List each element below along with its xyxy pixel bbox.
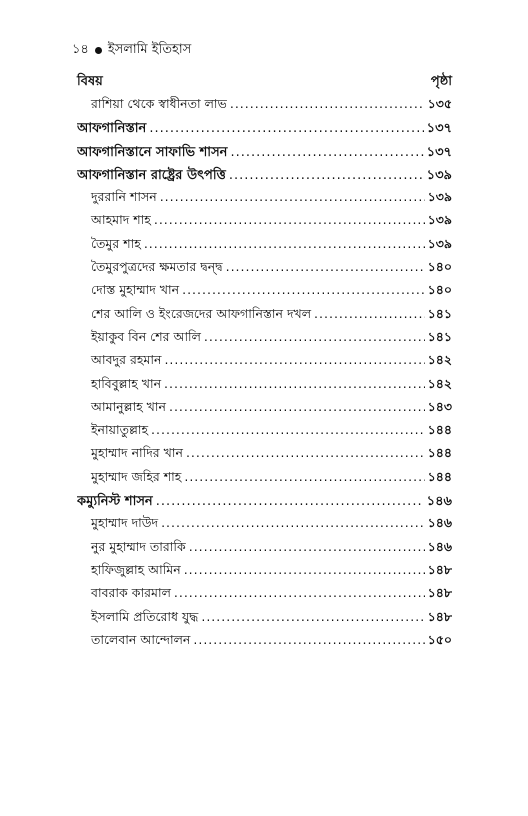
toc-entry-title: রাশিয়া থেকে স্বাধীনতা লাভ: [91, 96, 227, 111]
toc-column-headers: [77, 72, 452, 93]
toc-entry: [77, 236, 452, 259]
toc-entry-title: তালেবান আন্দোলন: [91, 631, 191, 647]
toc-entry-page: ১৩৯: [427, 189, 452, 205]
toc-entry-page: ১৪৪: [427, 468, 452, 484]
dot-leader: [149, 121, 423, 136]
toc-entry-title: মুহাম্মাদ জহির শাহ: [91, 468, 182, 484]
dot-leader: [184, 562, 425, 577]
dot-leader: [164, 352, 424, 367]
toc-entry-title: মুহাম্মাদ নাদির খান: [91, 445, 183, 461]
toc-entry-page: ১৪৩: [427, 398, 452, 414]
running-header: [72, 40, 191, 61]
toc-entry-page: ১৪৬: [426, 494, 452, 510]
dot-leader: [154, 212, 425, 227]
toc-entry-page: ১৪২: [427, 352, 452, 368]
toc-entry-title: মুহাম্মাদ দাউদ: [91, 515, 159, 531]
toc-entry: [77, 259, 452, 282]
dot-leader: [186, 445, 425, 460]
table-of-contents: [77, 96, 452, 655]
toc-entry: [77, 306, 452, 329]
book-title: ইসলামি ইতিহাস: [107, 42, 192, 57]
dot-leader: [156, 494, 424, 509]
toc-section-entry: [77, 143, 452, 166]
toc-entry-title: দোস্ত মুহাম্মাদ খান: [91, 282, 180, 298]
toc-entry: [77, 585, 452, 608]
toc-entry: [77, 96, 452, 119]
toc-entry-page: ১৪৬: [427, 538, 452, 554]
toc-entry-title: তৈমুরপুত্রদের ক্ষমতার দ্বন্দ্ব: [91, 259, 223, 275]
topic-column-header: বিষয়: [77, 74, 103, 89]
toc-entry-page: ১৩৭: [426, 121, 452, 137]
toc-entry: [77, 445, 452, 468]
dot-leader: [193, 632, 424, 647]
toc-entry: [77, 562, 452, 585]
toc-entry: [77, 469, 452, 492]
toc-entry-title: আফগানিস্তানে সাফাভি শাসন: [77, 144, 228, 160]
toc-entry-page: ১৩৫: [427, 96, 452, 111]
dot-leader: [161, 515, 425, 530]
page-number: ১৪: [72, 42, 89, 57]
dot-leader: [184, 469, 424, 484]
dot-leader: [230, 96, 425, 111]
toc-entry-page: ১৪৮: [427, 608, 452, 624]
toc-entry-title: হাফিজুল্লাহ আমিন: [91, 561, 181, 577]
dot-leader: [151, 422, 425, 437]
dot-leader: [226, 259, 425, 274]
toc-section-entry: [77, 492, 452, 515]
toc-entry-title: ইসলামি প্রতিরোধ যুদ্ধ: [91, 608, 199, 624]
toc-entry: [77, 189, 452, 212]
toc-entry: [77, 329, 452, 352]
toc-entry-title: আহমাদ শাহ: [91, 212, 151, 228]
toc-entry-page: ১৪২: [427, 375, 452, 391]
page-column-header: পৃষ্ঠা: [430, 74, 452, 89]
dot-leader: [144, 236, 425, 251]
toc-entry-page: ১৪০: [427, 259, 452, 275]
toc-entry: [77, 609, 452, 632]
toc-entry: [77, 399, 452, 422]
toc-entry-title: আবদুর রহমান: [91, 352, 162, 368]
toc-entry-title: বাবরাক কারমাল: [91, 585, 171, 601]
toc-entry-page: ১৫০: [427, 631, 452, 647]
toc-entry-title: ইয়াকুব বিন শের আলি: [91, 328, 201, 344]
toc-entry-page: ১৪১: [427, 305, 452, 321]
toc-entry-page: ১৪৮: [427, 585, 452, 601]
toc-entry: [77, 515, 452, 538]
toc-entry-title: আফগানিস্তান রাষ্ট্রের উৎপত্তি: [77, 167, 226, 183]
dot-leader: [230, 145, 423, 160]
toc-entry-page: ১৩৭: [426, 144, 452, 160]
toc-entry: [77, 352, 452, 375]
dot-leader: [204, 329, 425, 344]
dot-leader: [189, 539, 425, 554]
toc-entry-page: ১৩৯: [426, 167, 452, 183]
dot-leader: [182, 282, 425, 297]
toc-entry-page: ১৪০: [427, 282, 452, 298]
toc-entry-title: আফগানিস্তান: [77, 121, 147, 137]
toc-entry-page: ১৩৯: [427, 235, 452, 251]
toc-entry-title: শের আলি ও ইংরেজদের আফগানিস্তান দখল: [91, 305, 312, 321]
dot-leader: [174, 585, 425, 600]
dot-leader: [229, 168, 424, 183]
toc-entry: [77, 539, 452, 562]
toc-entry-page: ১৪১: [427, 328, 452, 344]
toc-entry-title: কম্যুনিস্ট শাসন: [77, 494, 153, 510]
toc-entry: [77, 422, 452, 445]
toc-entry-page: ১৪৮: [427, 561, 452, 577]
toc-entry-title: হাবিবুল্লাহ খান: [91, 375, 162, 391]
toc-entry: [77, 282, 452, 305]
dot-leader: [164, 376, 425, 391]
toc-section-entry: [77, 119, 452, 142]
dot-leader: [201, 609, 424, 624]
toc-entry-page: ১৪৪: [427, 445, 452, 461]
toc-section-entry: [77, 166, 452, 189]
toc-entry-title: ইনায়াতুল্লাহ: [91, 422, 149, 438]
toc-entry: [77, 212, 452, 235]
toc-entry-title: তৈমুর শাহ: [91, 235, 141, 251]
bullet-icon: [95, 47, 102, 54]
toc-entry: [77, 376, 452, 399]
toc-entry-title: নুর মুহাম্মাদ তারাকি: [91, 538, 186, 554]
dot-leader: [314, 306, 425, 321]
toc-entry-page: ১৪৬: [427, 515, 452, 531]
dot-leader: [169, 399, 425, 414]
toc-entry-page: ১৩৯: [427, 212, 452, 228]
dot-leader: [160, 189, 425, 204]
toc-entry-title: দুররানি শাসন: [91, 189, 157, 205]
toc-entry-page: ১৪৪: [427, 422, 452, 438]
toc-entry: [77, 632, 452, 655]
toc-entry-title: আমানুল্লাহ খান: [91, 398, 166, 414]
